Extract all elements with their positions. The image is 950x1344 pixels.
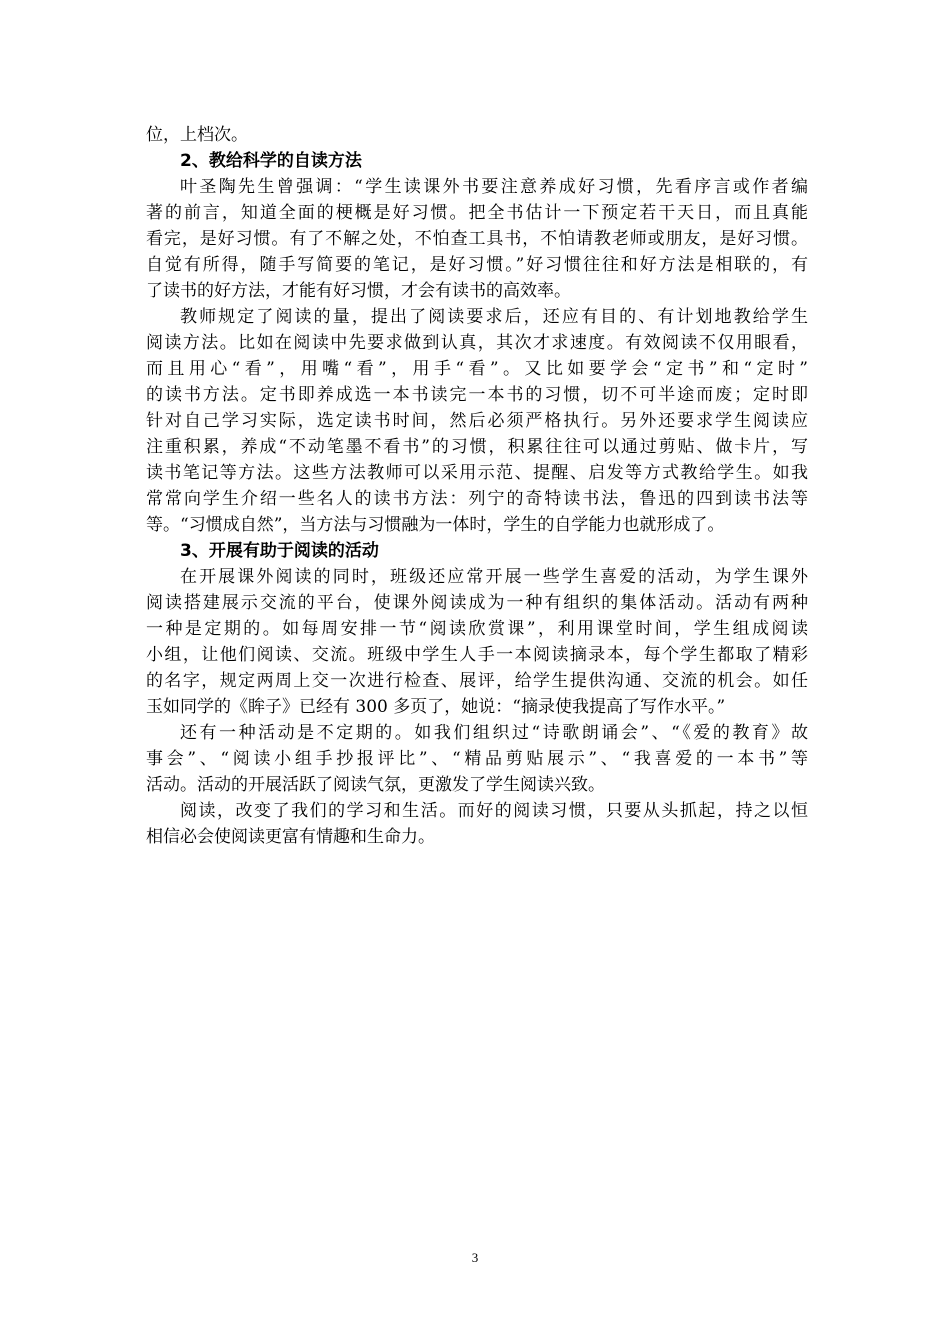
paragraph-line: 了读书的好方法，才能有好习惯，才会有读书的高效率。 (146, 281, 571, 301)
page-number: 3 (471, 1250, 479, 1265)
paragraph-line: 阅读搭建展示交流的平台，使课外阅读成为一种有组织的集体活动。活动有两种 (146, 593, 808, 613)
paragraph-line: 位，上档次。 (146, 125, 248, 145)
paragraph-line: 著的前言，知道全面的梗概是好习惯。把全书估计一下预定若干天日，而且真能 (146, 203, 808, 223)
paragraph-line: 而且用心“看”，用嘴“看”，用手“看”。又比如要学会“定书”和“定时” (146, 359, 808, 379)
section-heading-2: 2、教给科学的自读方法 (180, 151, 362, 171)
paragraph-line: 针对自己学习实际，选定读书时间，然后必须严格执行。另外还要求学生阅读应 (146, 411, 808, 431)
paragraph-line: 阅读方法。比如在阅读中先要求做到认真，其次才求速度。有效阅读不仅用眼看， (146, 333, 808, 353)
paragraph-line: 常常向学生介绍一些名人的读书方法：列宁的奇特读书法，鲁迅的四到读书法等 (146, 489, 808, 509)
section-heading-3: 3、开展有助于阅读的活动 (180, 541, 379, 561)
paragraph-line: 一种是定期的。如每周安排一节“阅读欣赏课”，利用课堂时间，学生组成阅读 (146, 619, 808, 639)
paragraph-line: 玉如同学的《眸子》已经有 300 多页了，她说：“摘录使我提高了写作水平。” (146, 697, 726, 717)
paragraph-line: 还有一种活动是不定期的。如我们组织过“诗歌朗诵会”、“《爱的教育》故 (180, 723, 808, 743)
paragraph-line: 阅读，改变了我们的学习和生活。而好的阅读习惯，只要从头抓起，持之以恒 (180, 801, 808, 821)
paragraph-line: 相信必会使阅读更富有情趣和生命力。 (146, 827, 435, 847)
paragraph-line: 自觉有所得，随手写简要的笔记，是好习惯。”好习惯往往和好方法是相联的，有 (146, 255, 808, 275)
paragraph-line: 看完，是好习惯。有了不解之处，不怕查工具书，不怕请教老师或朋友，是好习惯。 (146, 229, 808, 249)
paragraph-line: 的读书方法。定书即养成选一本书读完一本书的习惯，切不可半途而废；定时即 (146, 385, 808, 405)
paragraph-line: 小组，让他们阅读、交流。班级中学生人手一本阅读摘录本，每个学生都取了精彩 (146, 645, 808, 665)
document-body (146, 122, 808, 850)
paragraph-line: 读书笔记等方法。这些方法教师可以采用示范、提醒、启发等方式教给学生。如我 (146, 463, 808, 483)
paragraph-line: 在开展课外阅读的同时，班级还应常开展一些学生喜爱的活动，为学生课外 (180, 567, 808, 587)
paragraph-line: 等。“习惯成自然”，当方法与习惯融为一体时，学生的自学能力也就形成了。 (146, 515, 725, 535)
paragraph-line: 教师规定了阅读的量，提出了阅读要求后，还应有目的、有计划地教给学生 (180, 307, 808, 327)
paragraph-line: 活动。活动的开展活跃了阅读气氛，更激发了学生阅读兴致。 (146, 775, 605, 795)
paragraph-line: 的名字，规定两周上交一次进行检查、展评，给学生提供沟通、交流的机会。如任 (146, 671, 808, 691)
paragraph-line: 事会”、“阅读小组手抄报评比”、“精品剪贴展示”、“我喜爱的一本书”等 (146, 749, 808, 769)
paragraph-line: 叶圣陶先生曾强调：“学生读课外书要注意养成好习惯，先看序言或作者编 (180, 177, 808, 197)
paragraph-line: 注重积累，养成“不动笔墨不看书”的习惯，积累往往可以通过剪贴、做卡片，写 (146, 437, 808, 457)
